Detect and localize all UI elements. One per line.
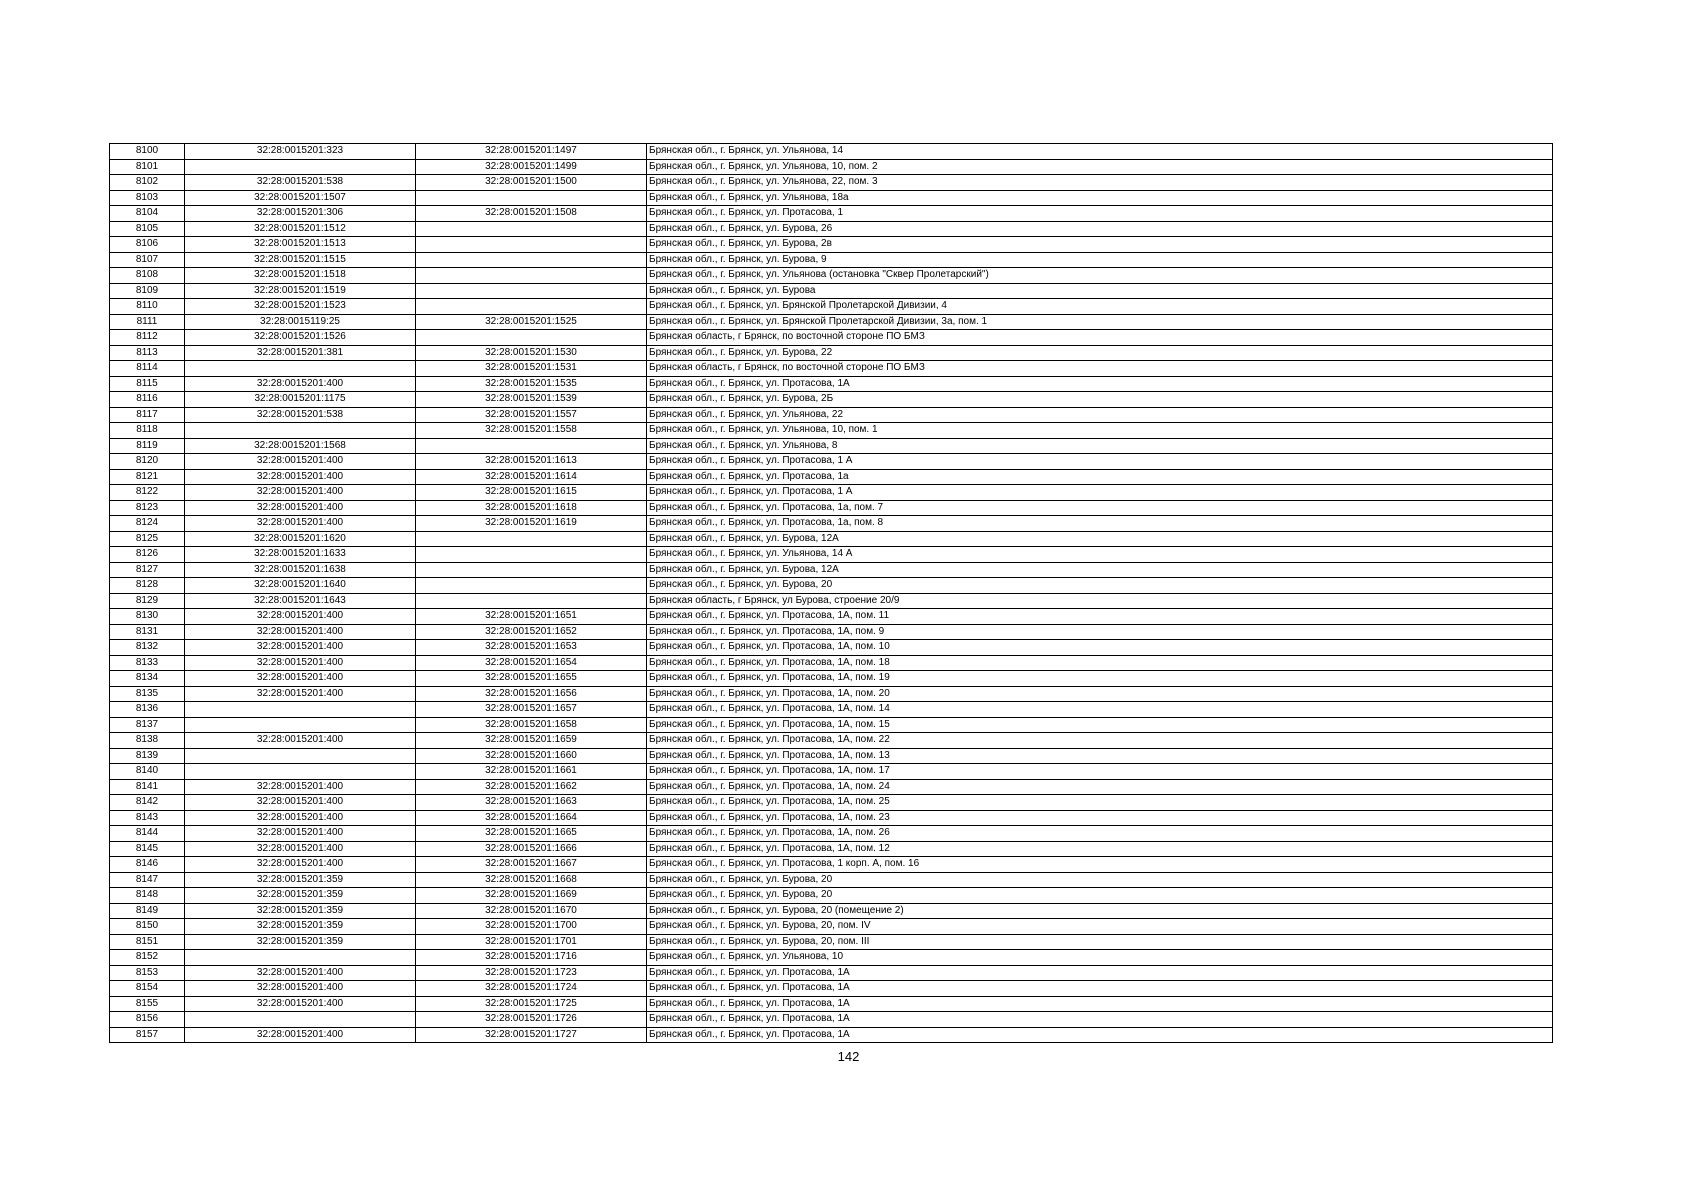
object-number-cell: 32:28:0015201:1653 — [416, 640, 647, 656]
object-number-cell: 32:28:0015201:1497 — [416, 144, 647, 160]
table-row — [110, 469, 1553, 485]
address-cell: Брянская обл., г. Брянск, ул. Протасова, 1А, пом. 11 — [647, 609, 1553, 625]
cadastral-number-cell — [185, 159, 416, 175]
table-row — [110, 748, 1553, 764]
cadastral-number-cell: 32:28:0015201:1523 — [185, 299, 416, 315]
object-number-cell — [416, 562, 647, 578]
object-number-cell: 32:28:0015201:1664 — [416, 810, 647, 826]
address-cell: Брянская обл., г. Брянск, ул. Брянской Пролетарской Дивизии, 4 — [647, 299, 1553, 315]
object-number-cell: 32:28:0015201:1557 — [416, 407, 647, 423]
cadastral-number-cell: 32:28:0015201:381 — [185, 345, 416, 361]
cadastral-number-cell: 32:28:0015201:323 — [185, 144, 416, 160]
address-cell: Брянская обл., г. Брянск, ул. Протасова, 1А, пом. 26 — [647, 826, 1553, 842]
object-number-cell: 32:28:0015201:1663 — [416, 795, 647, 811]
cadastral-number-cell — [185, 423, 416, 439]
address-cell: Брянская обл., г. Брянск, ул. Бурова, 20 — [647, 578, 1553, 594]
address-cell: Брянская обл., г. Брянск, ул. Протасова, 1А — [647, 1012, 1553, 1028]
address-cell: Брянская обл., г. Брянск, ул. Протасова, 1А, пом. 22 — [647, 733, 1553, 749]
cadastral-number-cell: 32:28:0015201:1568 — [185, 438, 416, 454]
address-cell: Брянская обл., г. Брянск, ул. Ульянова, 14 А — [647, 547, 1553, 563]
row-number-cell: 8153 — [110, 965, 185, 981]
address-cell: Брянская обл., г. Брянск, ул. Ульянова, 18а — [647, 190, 1553, 206]
cadastral-number-cell: 32:28:0015201:400 — [185, 826, 416, 842]
table-row — [110, 578, 1553, 594]
cadastral-number-cell: 32:28:0015201:400 — [185, 996, 416, 1012]
table-body — [110, 144, 1553, 1043]
address-cell: Брянская обл., г. Брянск, ул. Ульянова, 10 — [647, 950, 1553, 966]
table-row — [110, 392, 1553, 408]
cadastral-number-cell: 32:28:0015201:1643 — [185, 593, 416, 609]
address-cell: Брянская область, г Брянск, ул Бурова, строение 20/9 — [647, 593, 1553, 609]
cadastral-number-cell: 32:28:0015201:400 — [185, 857, 416, 873]
object-number-cell: 32:28:0015201:1615 — [416, 485, 647, 501]
address-cell: Брянская обл., г. Брянск, ул. Протасова, 1а, пом. 7 — [647, 500, 1553, 516]
cadastral-number-cell: 32:28:0015201:1518 — [185, 268, 416, 284]
row-number-cell: 8125 — [110, 531, 185, 547]
cadastral-number-cell — [185, 764, 416, 780]
cadastral-number-cell: 32:28:0015201:400 — [185, 671, 416, 687]
cadastral-number-cell: 32:28:0015201:1640 — [185, 578, 416, 594]
address-cell: Брянская обл., г. Брянск, ул. Ульянова, 10, пом. 2 — [647, 159, 1553, 175]
object-number-cell: 32:28:0015201:1661 — [416, 764, 647, 780]
address-cell: Брянская обл., г. Брянск, ул. Протасова, 1А, пом. 18 — [647, 655, 1553, 671]
table-row — [110, 779, 1553, 795]
table-row — [110, 1027, 1553, 1043]
object-number-cell: 32:28:0015201:1499 — [416, 159, 647, 175]
row-number-cell: 8154 — [110, 981, 185, 997]
address-cell: Брянская обл., г. Брянск, ул. Бурова, 12А — [647, 531, 1553, 547]
object-number-cell — [416, 190, 647, 206]
object-number-cell: 32:28:0015201:1667 — [416, 857, 647, 873]
table-row — [110, 996, 1553, 1012]
table-row — [110, 826, 1553, 842]
table-row — [110, 330, 1553, 346]
table-row — [110, 516, 1553, 532]
page-number: 142 — [837, 1049, 860, 1064]
table-row — [110, 438, 1553, 454]
table-row — [110, 934, 1553, 950]
table-row — [110, 407, 1553, 423]
table-row — [110, 144, 1553, 160]
row-number-cell: 8103 — [110, 190, 185, 206]
object-number-cell: 32:28:0015201:1725 — [416, 996, 647, 1012]
table-row — [110, 717, 1553, 733]
row-number-cell: 8132 — [110, 640, 185, 656]
row-number-cell: 8135 — [110, 686, 185, 702]
row-number-cell: 8118 — [110, 423, 185, 439]
table-row — [110, 888, 1553, 904]
cadastral-number-cell: 32:28:0015119:25 — [185, 314, 416, 330]
address-cell: Брянская обл., г. Брянск, ул. Ульянова, 14 — [647, 144, 1553, 160]
row-number-cell: 8145 — [110, 841, 185, 857]
table-row — [110, 841, 1553, 857]
table-row — [110, 299, 1553, 315]
object-number-cell — [416, 283, 647, 299]
cadastral-number-cell: 32:28:0015201:400 — [185, 640, 416, 656]
address-cell: Брянская обл., г. Брянск, ул. Бурова, 2в — [647, 237, 1553, 253]
cadastral-number-cell: 32:28:0015201:400 — [185, 609, 416, 625]
object-number-cell: 32:28:0015201:1658 — [416, 717, 647, 733]
object-number-cell: 32:28:0015201:1535 — [416, 376, 647, 392]
table-row — [110, 609, 1553, 625]
table-row — [110, 919, 1553, 935]
table-row — [110, 950, 1553, 966]
address-cell: Брянская область, г Брянск, по восточной стороне ПО БМЗ — [647, 361, 1553, 377]
address-cell: Брянская обл., г. Брянск, ул. Бурова, 22 — [647, 345, 1553, 361]
address-cell: Брянская обл., г. Брянск, ул. Протасова, 1А, пом. 25 — [647, 795, 1553, 811]
object-number-cell: 32:28:0015201:1525 — [416, 314, 647, 330]
table-row — [110, 221, 1553, 237]
cadastral-number-cell: 32:28:0015201:359 — [185, 919, 416, 935]
address-cell: Брянская обл., г. Брянск, ул. Протасова, 1А — [647, 1027, 1553, 1043]
cadastral-number-cell: 32:28:0015201:400 — [185, 655, 416, 671]
row-number-cell: 8136 — [110, 702, 185, 718]
row-number-cell: 8110 — [110, 299, 185, 315]
object-number-cell: 32:28:0015201:1619 — [416, 516, 647, 532]
cadastral-number-cell: 32:28:0015201:400 — [185, 500, 416, 516]
address-cell: Брянская обл., г. Брянск, ул. Протасова, 1А — [647, 981, 1553, 997]
table-row — [110, 810, 1553, 826]
cadastral-number-cell: 32:28:0015201:400 — [185, 485, 416, 501]
address-cell: Брянская обл., г. Брянск, ул. Протасова, 1А, пом. 10 — [647, 640, 1553, 656]
row-number-cell: 8101 — [110, 159, 185, 175]
table-row — [110, 655, 1553, 671]
row-number-cell: 8112 — [110, 330, 185, 346]
address-cell: Брянская обл., г. Брянск, ул. Бурова, 20 — [647, 888, 1553, 904]
object-number-cell: 32:28:0015201:1652 — [416, 624, 647, 640]
row-number-cell: 8129 — [110, 593, 185, 609]
cadastral-number-cell: 32:28:0015201:400 — [185, 965, 416, 981]
table-row — [110, 981, 1553, 997]
object-number-cell — [416, 330, 647, 346]
address-cell: Брянская обл., г. Брянск, ул. Бурова, 20 (помещение 2) — [647, 903, 1553, 919]
cadastral-number-cell: 32:28:0015201:1175 — [185, 392, 416, 408]
object-number-cell: 32:28:0015201:1500 — [416, 175, 647, 191]
row-number-cell: 8141 — [110, 779, 185, 795]
cadastral-number-cell: 32:28:0015201:400 — [185, 376, 416, 392]
address-cell: Брянская обл., г. Брянск, ул. Протасова, 1А, пом. 15 — [647, 717, 1553, 733]
table-row — [110, 857, 1553, 873]
object-number-cell: 32:28:0015201:1700 — [416, 919, 647, 935]
cadastral-number-cell: 32:28:0015201:400 — [185, 686, 416, 702]
address-cell: Брянская обл., г. Брянск, ул. Ульянова (остановка "Сквер Пролетарский") — [647, 268, 1553, 284]
row-number-cell: 8102 — [110, 175, 185, 191]
row-number-cell: 8139 — [110, 748, 185, 764]
address-cell: Брянская обл., г. Брянск, ул. Протасова, 1А — [647, 996, 1553, 1012]
row-number-cell: 8109 — [110, 283, 185, 299]
object-number-cell — [416, 221, 647, 237]
address-cell: Брянская обл., г. Брянск, ул. Протасова, 1 корп. А, пом. 16 — [647, 857, 1553, 873]
row-number-cell: 8122 — [110, 485, 185, 501]
row-number-cell: 8107 — [110, 252, 185, 268]
cadastral-number-cell: 32:28:0015201:1513 — [185, 237, 416, 253]
table-row — [110, 175, 1553, 191]
cadastral-number-cell: 32:28:0015201:1507 — [185, 190, 416, 206]
cadastral-number-cell — [185, 702, 416, 718]
table-row — [110, 872, 1553, 888]
object-number-cell — [416, 299, 647, 315]
row-number-cell: 8128 — [110, 578, 185, 594]
address-cell: Брянская область, г Брянск, по восточной стороне ПО БМЗ — [647, 330, 1553, 346]
table-row — [110, 547, 1553, 563]
object-number-cell: 32:28:0015201:1726 — [416, 1012, 647, 1028]
cadastral-number-cell: 32:28:0015201:400 — [185, 516, 416, 532]
object-number-cell: 32:28:0015201:1613 — [416, 454, 647, 470]
cadastral-number-cell — [185, 717, 416, 733]
address-cell: Брянская обл., г. Брянск, ул. Протасова, 1А, пом. 12 — [647, 841, 1553, 857]
row-number-cell: 8117 — [110, 407, 185, 423]
table-row — [110, 640, 1553, 656]
cadastral-number-cell: 32:28:0015201:400 — [185, 733, 416, 749]
address-cell: Брянская обл., г. Брянск, ул. Протасова, 1А, пом. 9 — [647, 624, 1553, 640]
cadastral-number-cell: 32:28:0015201:400 — [185, 469, 416, 485]
row-number-cell: 8111 — [110, 314, 185, 330]
cadastral-number-cell: 32:28:0015201:359 — [185, 934, 416, 950]
object-number-cell — [416, 268, 647, 284]
row-number-cell: 8120 — [110, 454, 185, 470]
row-number-cell: 8115 — [110, 376, 185, 392]
table-row — [110, 624, 1553, 640]
row-number-cell: 8140 — [110, 764, 185, 780]
table-row — [110, 903, 1553, 919]
object-number-cell: 32:28:0015201:1657 — [416, 702, 647, 718]
address-cell: Брянская обл., г. Брянск, ул. Протасова, 1 А — [647, 454, 1553, 470]
row-number-cell: 8130 — [110, 609, 185, 625]
address-cell: Брянская обл., г. Брянск, ул. Бурова, 9 — [647, 252, 1553, 268]
row-number-cell: 8137 — [110, 717, 185, 733]
table-row — [110, 206, 1553, 222]
row-number-cell: 8146 — [110, 857, 185, 873]
object-number-cell: 32:28:0015201:1668 — [416, 872, 647, 888]
cadastral-number-cell — [185, 361, 416, 377]
row-number-cell: 8143 — [110, 810, 185, 826]
address-cell: Брянская обл., г. Брянск, ул. Бурова, 20, пом. IV — [647, 919, 1553, 935]
object-number-cell: 32:28:0015201:1656 — [416, 686, 647, 702]
object-number-cell: 32:28:0015201:1716 — [416, 950, 647, 966]
row-number-cell: 8151 — [110, 934, 185, 950]
table-row — [110, 671, 1553, 687]
table-row — [110, 795, 1553, 811]
address-cell: Брянская обл., г. Брянск, ул. Протасова, 1А, пом. 13 — [647, 748, 1553, 764]
address-cell: Брянская обл., г. Брянск, ул. Ульянова, 22, пом. 3 — [647, 175, 1553, 191]
address-cell: Брянская обл., г. Брянск, ул. Протасова, 1А — [647, 965, 1553, 981]
object-number-cell: 32:28:0015201:1723 — [416, 965, 647, 981]
object-number-cell: 32:28:0015201:1654 — [416, 655, 647, 671]
table-row — [110, 702, 1553, 718]
row-number-cell: 8147 — [110, 872, 185, 888]
address-cell: Брянская обл., г. Брянск, ул. Протасова, 1А, пом. 24 — [647, 779, 1553, 795]
row-number-cell: 8150 — [110, 919, 185, 935]
cadastral-number-cell: 32:28:0015201:306 — [185, 206, 416, 222]
address-cell: Брянская обл., г. Брянск, ул. Брянской Пролетарской Дивизии, 3а, пом. 1 — [647, 314, 1553, 330]
cadastral-number-cell: 32:28:0015201:400 — [185, 810, 416, 826]
table-row — [110, 361, 1553, 377]
object-number-cell: 32:28:0015201:1651 — [416, 609, 647, 625]
object-number-cell — [416, 547, 647, 563]
cadastral-number-cell: 32:28:0015201:400 — [185, 779, 416, 795]
object-number-cell: 32:28:0015201:1618 — [416, 500, 647, 516]
address-cell: Брянская обл., г. Брянск, ул. Протасова, 1а, пом. 8 — [647, 516, 1553, 532]
row-number-cell: 8144 — [110, 826, 185, 842]
table-row — [110, 500, 1553, 516]
table-row — [110, 376, 1553, 392]
cadastral-number-cell: 32:28:0015201:400 — [185, 981, 416, 997]
object-number-cell: 32:28:0015201:1539 — [416, 392, 647, 408]
address-cell: Брянская обл., г. Брянск, ул. Протасова, 1А, пом. 14 — [647, 702, 1553, 718]
cadastral-number-cell: 32:28:0015201:400 — [185, 624, 416, 640]
table-row — [110, 314, 1553, 330]
object-number-cell: 32:28:0015201:1558 — [416, 423, 647, 439]
address-cell: Брянская обл., г. Брянск, ул. Ульянова, 10, пом. 1 — [647, 423, 1553, 439]
cadastral-number-cell — [185, 748, 416, 764]
row-number-cell: 8100 — [110, 144, 185, 160]
table-row — [110, 454, 1553, 470]
cadastral-number-cell: 32:28:0015201:359 — [185, 903, 416, 919]
address-cell: Брянская обл., г. Брянск, ул. Ульянова, 8 — [647, 438, 1553, 454]
address-cell: Брянская обл., г. Брянск, ул. Бурова, 12А — [647, 562, 1553, 578]
row-number-cell: 8155 — [110, 996, 185, 1012]
object-number-cell — [416, 593, 647, 609]
cadastral-number-cell: 32:28:0015201:400 — [185, 1027, 416, 1043]
address-cell: Брянская обл., г. Брянск, ул. Протасова, 1А, пом. 17 — [647, 764, 1553, 780]
row-number-cell: 8116 — [110, 392, 185, 408]
row-number-cell: 8121 — [110, 469, 185, 485]
cadastral-number-cell — [185, 1012, 416, 1028]
address-cell: Брянская обл., г. Брянск, ул. Протасова, 1 А — [647, 485, 1553, 501]
object-number-cell — [416, 252, 647, 268]
cadastral-number-cell: 32:28:0015201:1519 — [185, 283, 416, 299]
address-cell: Брянская обл., г. Брянск, ул. Бурова, 2Б — [647, 392, 1553, 408]
address-cell: Брянская обл., г. Брянск, ул. Протасова, 1А, пом. 23 — [647, 810, 1553, 826]
cadastral-number-cell: 32:28:0015201:400 — [185, 841, 416, 857]
row-number-cell: 8106 — [110, 237, 185, 253]
object-number-cell: 32:28:0015201:1655 — [416, 671, 647, 687]
cadastral-number-cell: 32:28:0015201:1515 — [185, 252, 416, 268]
row-number-cell: 8152 — [110, 950, 185, 966]
row-number-cell: 8133 — [110, 655, 185, 671]
cadastral-number-cell: 32:28:0015201:400 — [185, 795, 416, 811]
cadastral-number-cell: 32:28:0015201:359 — [185, 888, 416, 904]
table-row — [110, 562, 1553, 578]
table-row — [110, 531, 1553, 547]
object-number-cell: 32:28:0015201:1666 — [416, 841, 647, 857]
cadastral-number-cell: 32:28:0015201:1620 — [185, 531, 416, 547]
cadastral-number-cell: 32:28:0015201:1633 — [185, 547, 416, 563]
address-cell: Брянская обл., г. Брянск, ул. Бурова, 26 — [647, 221, 1553, 237]
address-cell: Брянская обл., г. Брянск, ул. Бурова, 20, пом. III — [647, 934, 1553, 950]
row-number-cell: 8126 — [110, 547, 185, 563]
object-number-cell: 32:28:0015201:1724 — [416, 981, 647, 997]
table-row — [110, 345, 1553, 361]
object-number-cell — [416, 578, 647, 594]
table-row — [110, 485, 1553, 501]
cadastral-number-cell: 32:28:0015201:538 — [185, 407, 416, 423]
object-number-cell: 32:28:0015201:1662 — [416, 779, 647, 795]
table-row — [110, 686, 1553, 702]
object-number-cell: 32:28:0015201:1659 — [416, 733, 647, 749]
row-number-cell: 8156 — [110, 1012, 185, 1028]
address-cell: Брянская обл., г. Брянск, ул. Протасова, 1А, пом. 19 — [647, 671, 1553, 687]
address-cell: Брянская обл., г. Брянск, ул. Ульянова, 22 — [647, 407, 1553, 423]
row-number-cell: 8131 — [110, 624, 185, 640]
table-row — [110, 764, 1553, 780]
object-number-cell: 32:28:0015201:1530 — [416, 345, 647, 361]
row-number-cell: 8138 — [110, 733, 185, 749]
table-row — [110, 1012, 1553, 1028]
row-number-cell: 8113 — [110, 345, 185, 361]
object-number-cell: 32:28:0015201:1531 — [416, 361, 647, 377]
object-number-cell: 32:28:0015201:1669 — [416, 888, 647, 904]
row-number-cell: 8119 — [110, 438, 185, 454]
address-cell: Брянская обл., г. Брянск, ул. Бурова — [647, 283, 1553, 299]
table-row — [110, 593, 1553, 609]
object-number-cell — [416, 438, 647, 454]
row-number-cell: 8114 — [110, 361, 185, 377]
row-number-cell: 8149 — [110, 903, 185, 919]
row-number-cell: 8142 — [110, 795, 185, 811]
object-number-cell: 32:28:0015201:1670 — [416, 903, 647, 919]
object-number-cell: 32:28:0015201:1727 — [416, 1027, 647, 1043]
row-number-cell: 8134 — [110, 671, 185, 687]
object-number-cell: 32:28:0015201:1665 — [416, 826, 647, 842]
object-number-cell: 32:28:0015201:1701 — [416, 934, 647, 950]
row-number-cell: 8127 — [110, 562, 185, 578]
table-row — [110, 268, 1553, 284]
table-row — [110, 283, 1553, 299]
object-number-cell — [416, 531, 647, 547]
address-cell: Брянская обл., г. Брянск, ул. Бурова, 20 — [647, 872, 1553, 888]
row-number-cell: 8148 — [110, 888, 185, 904]
cadastral-number-cell: 32:28:0015201:359 — [185, 872, 416, 888]
address-cell: Брянская обл., г. Брянск, ул. Протасова, 1а — [647, 469, 1553, 485]
row-number-cell: 8105 — [110, 221, 185, 237]
row-number-cell: 8124 — [110, 516, 185, 532]
object-number-cell: 32:28:0015201:1508 — [416, 206, 647, 222]
row-number-cell: 8123 — [110, 500, 185, 516]
object-number-cell: 32:28:0015201:1614 — [416, 469, 647, 485]
table-row — [110, 159, 1553, 175]
row-number-cell: 8108 — [110, 268, 185, 284]
table-row — [110, 965, 1553, 981]
object-number-cell: 32:28:0015201:1660 — [416, 748, 647, 764]
cadastral-number-cell: 32:28:0015201:538 — [185, 175, 416, 191]
address-cell: Брянская обл., г. Брянск, ул. Протасова, 1 — [647, 206, 1553, 222]
table-row — [110, 733, 1553, 749]
cadastral-number-cell: 32:28:0015201:1526 — [185, 330, 416, 346]
row-number-cell: 8157 — [110, 1027, 185, 1043]
table-row — [110, 237, 1553, 253]
table-row — [110, 252, 1553, 268]
address-cell: Брянская обл., г. Брянск, ул. Протасова, 1А — [647, 376, 1553, 392]
cadastral-number-cell: 32:28:0015201:1638 — [185, 562, 416, 578]
address-cell: Брянская обл., г. Брянск, ул. Протасова, 1А, пом. 20 — [647, 686, 1553, 702]
cadastral-number-cell: 32:28:0015201:1512 — [185, 221, 416, 237]
table-row — [110, 190, 1553, 206]
cadastral-number-cell: 32:28:0015201:400 — [185, 454, 416, 470]
cadastral-number-cell — [185, 950, 416, 966]
object-number-cell — [416, 237, 647, 253]
row-number-cell: 8104 — [110, 206, 185, 222]
cadastral-table — [109, 143, 1553, 1043]
table-row — [110, 423, 1553, 439]
